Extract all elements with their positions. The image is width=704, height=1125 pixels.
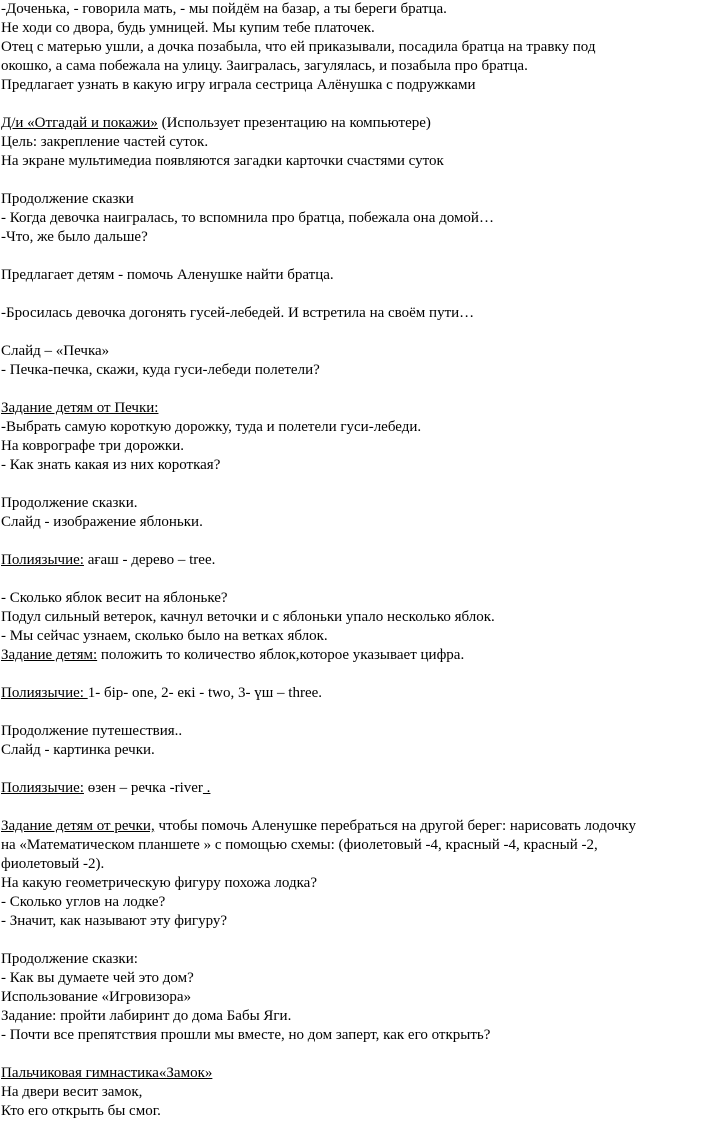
text-line	[1, 607, 495, 628]
text-line	[1, 208, 494, 229]
text-line	[1, 132, 208, 153]
text-segment: - Как вы думаете чей это дом?	[1, 970, 194, 986]
text-line	[1, 816, 636, 837]
text-segment: - Мы сейчас узнаем, сколько было на ветках яблок.	[1, 628, 328, 644]
text-line	[1, 1082, 142, 1103]
text-line	[1, 911, 227, 932]
text-line	[1, 968, 194, 989]
text-line	[1, 778, 210, 799]
text-segment: өзен – речка -river	[83, 780, 203, 796]
text-line	[1, 854, 104, 875]
text-line	[1, 1101, 161, 1122]
text-line	[1, 227, 148, 248]
text-segment: -Выбрать самую короткую дорожку, туда и полетели гуси-лебеди.	[1, 419, 422, 435]
text-line	[1, 75, 475, 96]
text-segment: Слайд - изображение яблоньки.	[1, 514, 203, 530]
text-line	[1, 398, 158, 419]
text-segment: Не ходи со двора, будь умницей. Мы купим тебе платочек.	[1, 20, 375, 36]
text-segment: - Печка-печка, скажи, куда гуси-лебеди полетели?	[1, 362, 320, 378]
text-segment: - Когда девочка наигралась, то вспомнила про братца, побежала она домой…	[1, 210, 494, 226]
text-line	[1, 1063, 212, 1084]
text-line	[1, 588, 228, 609]
text-line	[1, 873, 317, 894]
text-segment: (Использует презентацию на компьютере)	[157, 115, 431, 131]
text-line	[1, 721, 182, 742]
text-segment: Продолжение сказки.	[1, 495, 138, 511]
underlined-text: Полиязычие:	[1, 685, 88, 701]
text-line	[1, 113, 431, 134]
text-segment: -Бросилась девочка догонять гусей-лебедей. И встретила на своём пути…	[1, 305, 475, 321]
text-line	[1, 436, 184, 457]
text-line	[1, 1025, 490, 1046]
underlined-text: Задание детям:	[1, 647, 98, 663]
text-line	[1, 0, 447, 20]
text-line	[1, 493, 137, 514]
text-line	[1, 740, 155, 761]
text-line	[1, 949, 138, 970]
text-segment: Продолжение путешествия..	[1, 723, 183, 739]
underlined-text: .	[202, 780, 211, 796]
text-segment: Продолжение сказки	[1, 191, 134, 207]
text-segment: Предлагает узнать в какую игру играла сестрица Алёнушка с подружками	[1, 77, 476, 93]
text-line	[1, 645, 464, 666]
text-line	[1, 360, 320, 381]
text-segment: фиолетовый -2).	[1, 856, 105, 872]
text-line	[1, 512, 203, 533]
text-segment: Слайд - картинка речки.	[1, 742, 155, 758]
text-segment: Слайд – «Печка»	[1, 343, 110, 359]
text-line	[1, 455, 220, 476]
text-line	[1, 56, 528, 77]
text-segment: положить то количество яблок,которое указывает цифра.	[97, 647, 465, 663]
text-line	[1, 265, 334, 286]
text-line	[1, 189, 134, 210]
text-segment: -Доченька, - говорила мать, - мы пойдём на базар, а ты береги братца.	[1, 1, 447, 17]
text-line	[1, 683, 322, 704]
text-segment: Предлагает детям - помочь Аленушке найти братца.	[1, 267, 334, 283]
text-line	[1, 37, 595, 58]
text-segment: Задание: пройти лабиринт до дома Бабы Яги.	[1, 1008, 292, 1024]
text-segment: Цель: закрепление частей суток.	[1, 134, 209, 150]
text-segment: окошко, а сама побежала на улицу. Заигралась, загулялась, и позабыла про братца.	[1, 58, 528, 74]
text-segment: чтобы помочь Аленушке перебраться на другой берег: нарисовать лодочку	[154, 818, 636, 834]
text-line	[1, 835, 598, 856]
text-segment: - Почти все препятствия прошли мы вместе, но дом заперт, как его открыть?	[1, 1027, 491, 1043]
text-segment: - Сколько яблок весит на яблоньке?	[1, 590, 228, 606]
text-segment: На экране мультимедиа появляются загадки карточки счастями суток	[1, 153, 444, 169]
text-segment: Подул сильный ветерок, качнул веточки и с яблоньки упало несколько яблок.	[1, 609, 495, 625]
text-line	[1, 550, 215, 571]
text-segment: Кто его открыть бы смог.	[1, 1103, 161, 1119]
underlined-text: Задание детям от Печки:	[1, 400, 159, 416]
text-segment: Продолжение сказки:	[1, 951, 138, 967]
text-line	[1, 341, 109, 362]
underlined-text: Задание детям от речки,	[1, 818, 155, 834]
text-line	[1, 417, 421, 438]
text-segment: На коврографе три дорожки.	[1, 438, 184, 454]
text-segment: ағаш - дерево – tree.	[83, 552, 216, 568]
text-line	[1, 18, 375, 39]
text-segment: Отец с матерью ушли, а дочка позабыла, что ей приказывали, посадила братца на травку под	[1, 39, 596, 55]
text-line	[1, 626, 328, 647]
underlined-text: Полиязычие:	[1, 552, 84, 568]
text-line	[1, 151, 444, 172]
text-segment: - Как знать какая из них короткая?	[1, 457, 221, 473]
text-line	[1, 303, 474, 324]
text-segment: 1- бір- one, 2- екі - two, 3- үш – three.	[87, 685, 323, 701]
underlined-text: Д/и «Отгадай и покажи»	[1, 115, 158, 131]
underlined-text: Пальчиковая гимнастика«Замок»	[1, 1065, 213, 1081]
text-line	[1, 892, 165, 913]
text-segment: На двери весит замок,	[1, 1084, 143, 1100]
text-line	[1, 1006, 291, 1027]
text-segment: На какую геометрическую фигуру похожа лодка?	[1, 875, 317, 891]
text-line	[1, 987, 191, 1008]
text-segment: Использование «Игровизора»	[1, 989, 192, 1005]
underlined-text: Полиязычие:	[1, 780, 84, 796]
text-segment: на «Математическом планшете » с помощью схемы: (фиолетовый -4, красный -4, красный -2,	[1, 837, 598, 853]
text-segment: - Значит, как называют эту фигуру?	[1, 913, 228, 929]
text-segment: - Сколько углов на лодке?	[1, 894, 166, 910]
text-segment: -Что, же было дальше?	[1, 229, 148, 245]
